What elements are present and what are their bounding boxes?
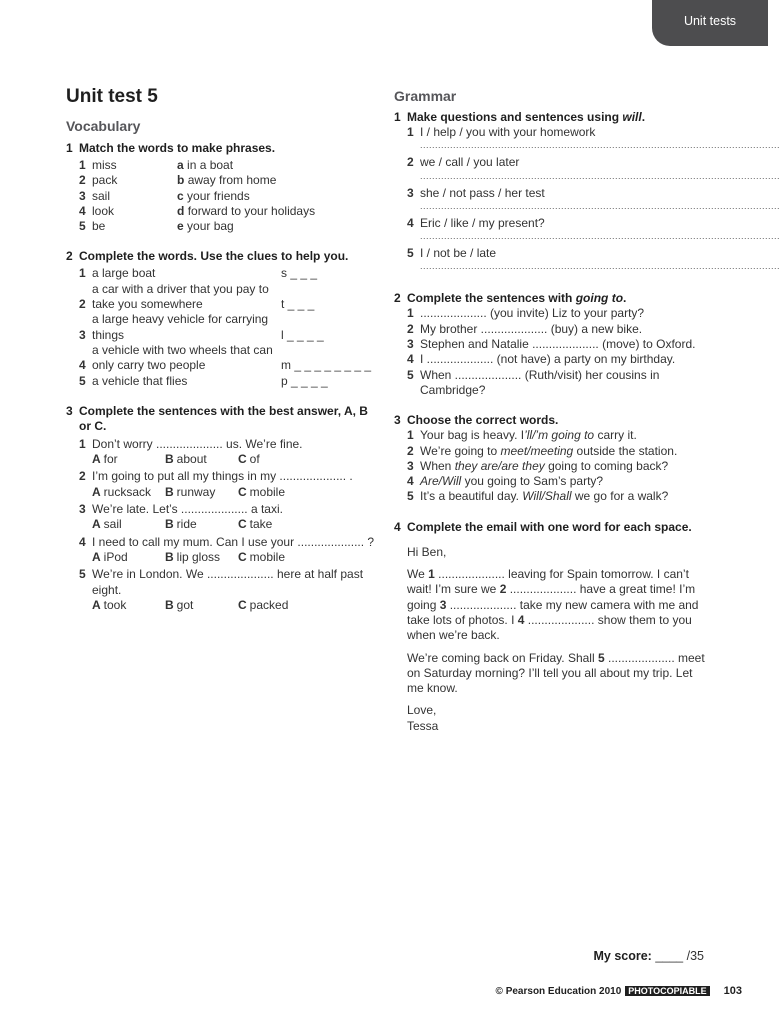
text: we go for a walk? (571, 489, 669, 504)
mc-item (79, 469, 378, 500)
email-closing: Love, (407, 703, 437, 718)
choice-list (394, 428, 708, 504)
question-em: will (622, 110, 642, 124)
sentence-item (407, 246, 780, 276)
left-column (66, 86, 378, 615)
match-item (79, 219, 378, 234)
option-c: packed (249, 597, 289, 612)
question-number: 2 (66, 249, 73, 264)
option-a: rucksack (103, 484, 152, 499)
options: A iPod B lip gloss C mobile (92, 549, 286, 564)
going-to-item (407, 368, 708, 399)
letter: c (177, 188, 184, 203)
question-text: Complete the words. Use the clues to help you. (79, 249, 349, 264)
option-a: sail (103, 517, 122, 532)
item-number: 1 (407, 306, 414, 321)
prompt: I / not be / late (420, 246, 497, 261)
question-number: 4 (394, 519, 401, 534)
clue: a vehicle with two wheels that can only carry two people (92, 342, 273, 373)
choice: Are/Will (420, 474, 462, 489)
email-signature: Tessa (407, 718, 439, 733)
choice-item (407, 428, 708, 443)
sentence: I .................... (not have) a party on my birthday. (420, 352, 676, 367)
clue: a vehicle that flies (92, 373, 188, 388)
item-number: 4 (79, 203, 86, 218)
mc-item (79, 535, 378, 566)
copyright: © Pearson Education 2010 (495, 986, 622, 997)
item-number: 2 (79, 173, 86, 188)
match-item (79, 204, 378, 219)
my-score (593, 949, 704, 963)
item-number: 5 (79, 567, 86, 582)
prompt: she / not pass / her test (420, 185, 545, 200)
text: .................... leaving for Spain tomorrow. I can’t wait! I’m sure we (407, 567, 689, 597)
word: pack (92, 173, 118, 188)
option-a: iPod (103, 549, 128, 564)
item-number: 2 (407, 321, 414, 336)
email-body (394, 545, 708, 734)
sentence: I need to call my mum. Can I use your .................... ? (92, 534, 375, 549)
options: A took B got C packed (92, 597, 289, 612)
match-list (66, 158, 378, 234)
question-text: Complete the email with one word for each space. (407, 519, 692, 534)
text: .................... take my new camera with me and take lots of photos. I (407, 597, 699, 627)
item-number: 4 (79, 534, 86, 549)
text: It’s a beautiful day. (420, 489, 523, 504)
question-number: 1 (394, 110, 401, 124)
letter: b (177, 173, 185, 188)
item-number: 3 (79, 327, 86, 342)
question-text: Complete the sentences with (407, 291, 576, 306)
item-number: 5 (79, 219, 86, 234)
phrase-end: in a boat (187, 158, 234, 172)
score-value: ____ /35 (655, 949, 704, 963)
item-number: 5 (407, 246, 414, 261)
phrase-end: your friends (187, 188, 250, 203)
item-number: 1 (407, 428, 414, 443)
option-a: took (103, 597, 127, 612)
question-number: 2 (394, 291, 401, 306)
gap-number: 3 (439, 597, 447, 612)
item-number: 4 (79, 358, 86, 373)
word: be (92, 219, 106, 234)
word-hint: m _ _ _ _ _ _ _ _ (281, 358, 372, 373)
text: carry it. (594, 428, 637, 443)
sentence: We’re late. Let’s .................... a taxi. (92, 502, 283, 517)
match-item (79, 158, 378, 173)
clue: a large heavy vehicle for carrying things (92, 312, 269, 342)
item-number: 3 (407, 185, 414, 200)
item-number: 3 (407, 458, 414, 473)
mc-item (79, 502, 378, 533)
clue-item (79, 312, 378, 343)
option-b: runway (176, 484, 216, 499)
choice-item (407, 444, 708, 459)
choice: ’ll/’m going to (524, 428, 595, 443)
item-number: 4 (407, 352, 414, 367)
prompt: we / call / you later (420, 155, 520, 170)
sentence: When .................... (Ruth/visit) her cousins in Cambridge? (420, 367, 660, 397)
option-c: of (249, 452, 260, 467)
sentence-item (407, 215, 780, 246)
answer-line[interactable]: ........................................................................................................................ (420, 200, 780, 211)
page-title: Unit test 5 (66, 86, 158, 107)
going-to-item (407, 322, 708, 337)
grammar-q2 (394, 291, 708, 306)
clue: a large boat (92, 266, 156, 281)
phrase-end: your bag (187, 219, 234, 234)
letter: e (177, 219, 184, 234)
item-number: 2 (407, 443, 414, 458)
options: A for B about C of (92, 452, 260, 467)
going-to-list (394, 306, 708, 398)
going-to-item (407, 337, 708, 352)
text: Your bag is heavy. I (420, 428, 525, 443)
item-number: 5 (79, 373, 86, 388)
email-paragraph-2 (407, 651, 708, 697)
sentence-item (407, 185, 780, 216)
sentence: Stephen and Natalie .................... (move) to Oxford. (420, 337, 696, 352)
email-paragraph-1 (407, 567, 708, 643)
right-column (394, 86, 780, 741)
text: We’re coming back on Friday. Shall (407, 650, 598, 665)
question-text: Make questions and sentences using (407, 110, 623, 124)
answer-line[interactable]: ........................................................................................................................ (420, 231, 780, 242)
option-c: mobile (249, 549, 286, 564)
answer-line[interactable]: ........................................................................................................................ (420, 170, 780, 181)
sentence: My brother .................... (buy) a new bike. (420, 321, 643, 336)
question-number: 3 (66, 403, 73, 418)
question-end: . (641, 110, 646, 124)
text: When (420, 458, 455, 473)
gap-number: 4 (517, 612, 525, 627)
choice-item (407, 489, 708, 504)
vocab-q1 (66, 141, 378, 156)
question-text: Match the words to make phrases. (79, 141, 276, 155)
phrase-end: forward to your holidays (187, 203, 316, 218)
item-number: 2 (79, 469, 86, 484)
item-number: 1 (79, 158, 86, 172)
answer-line[interactable]: ........................................................................................................................ (420, 261, 780, 272)
mc-item (79, 437, 378, 468)
sentence: Don’t worry .................... us. We’re fine. (92, 436, 303, 451)
letter: a (177, 158, 184, 172)
grammar-q1 (394, 110, 708, 125)
clue-item (79, 343, 378, 374)
options: A rucksack B runway C mobile (92, 484, 286, 499)
going-to-item (407, 352, 708, 367)
answer-line[interactable]: ........................................................................................................................ (420, 140, 780, 151)
option-b: ride (176, 517, 197, 532)
option-a: for (103, 452, 118, 467)
choice-item (407, 459, 708, 474)
phrase-end: away from home (187, 173, 277, 188)
choice-item (407, 474, 708, 489)
clue-item (79, 374, 378, 389)
item-number: 3 (79, 502, 86, 517)
gap-number: 5 (597, 650, 605, 665)
page-number: 103 (723, 985, 742, 997)
gap-number: 2 (499, 582, 507, 597)
question-text: Complete the sentences with the best answer, A, B or C. (79, 403, 368, 433)
footer (496, 985, 742, 997)
photocopiable-badge: PHOTOCOPIABLE (625, 986, 709, 996)
prompt: Eric / like / my present? (420, 215, 545, 230)
going-to-item (407, 306, 708, 321)
item-number: 5 (407, 489, 414, 504)
word-hint: t _ _ _ (281, 297, 315, 312)
question-text: Choose the correct words. (407, 413, 559, 428)
word: miss (92, 158, 117, 172)
item-number: 1 (79, 266, 86, 281)
email-greeting: Hi Ben, (407, 544, 447, 559)
text: We (407, 567, 429, 582)
mc-item (79, 567, 378, 613)
score-label: My score: (593, 949, 652, 963)
word: sail (92, 188, 111, 203)
text: .................... show them to you when we’re back. (407, 612, 692, 643)
sentence-item (407, 125, 780, 155)
match-item (79, 189, 378, 204)
word: look (92, 203, 115, 218)
option-b: about (176, 452, 207, 467)
word-hint: p _ _ _ _ (281, 373, 328, 388)
choice: they are/are they (454, 458, 545, 473)
text: you going to Sam’s party? (461, 474, 604, 489)
question-em: going to (575, 291, 624, 306)
section-tab: Unit tests (652, 0, 768, 46)
grammar-q4 (394, 520, 708, 535)
option-b: got (176, 597, 194, 612)
grammar-q3 (394, 413, 708, 428)
choice: Will/Shall (522, 489, 572, 504)
mc-list (66, 437, 378, 613)
letter: d (177, 203, 185, 218)
clue-list (66, 266, 378, 388)
match-item (79, 173, 378, 188)
item-number: 1 (79, 436, 86, 451)
text: .................... have a great time! I’m going (407, 582, 696, 612)
clue: a car with a driver that you pay to take you somewhere (92, 281, 269, 312)
text: .................... meet on Saturday morning? I’ll tell you all about my trip. Let me know. (407, 650, 705, 696)
text: outside the station. (573, 443, 678, 458)
item-number: 1 (407, 125, 414, 139)
sentence: I’m going to put all my things in my .................... . (92, 469, 353, 484)
item-number: 4 (407, 215, 414, 230)
item-number: 2 (79, 297, 86, 312)
text: going to coming back? (544, 458, 669, 473)
option-b: lip gloss (176, 549, 221, 564)
gap-number: 1 (428, 567, 435, 582)
word-hint: s _ _ _ (281, 266, 318, 281)
question-end: . (623, 291, 627, 306)
grammar-heading: Grammar (394, 88, 457, 104)
vocabulary-heading: Vocabulary (66, 118, 141, 134)
text: We’re going to (420, 443, 501, 458)
option-c: mobile (249, 484, 286, 499)
vocab-q2 (66, 249, 378, 264)
vocab-q3 (66, 404, 378, 434)
sentence: We’re in London. We .................... here at half past eight. (92, 567, 364, 597)
item-number: 2 (407, 155, 414, 170)
clue-item (79, 266, 378, 281)
item-number: 3 (407, 337, 414, 352)
options: A sail B ride C take (92, 517, 273, 532)
sentence: .................... (you invite) Liz to your party? (420, 306, 645, 321)
sentence-item (407, 155, 780, 185)
item-number: 4 (407, 474, 414, 489)
item-number: 5 (407, 367, 414, 382)
prompt: I / help / you with your homework (420, 125, 596, 139)
option-c: take (249, 517, 273, 532)
question-number: 3 (394, 413, 401, 428)
item-number: 3 (79, 188, 86, 203)
sentence-list (394, 125, 780, 276)
choice: meet/meeting (500, 443, 574, 458)
clue-item (79, 282, 378, 313)
question-number: 1 (66, 141, 73, 155)
word-hint: l _ _ _ _ (281, 327, 324, 342)
